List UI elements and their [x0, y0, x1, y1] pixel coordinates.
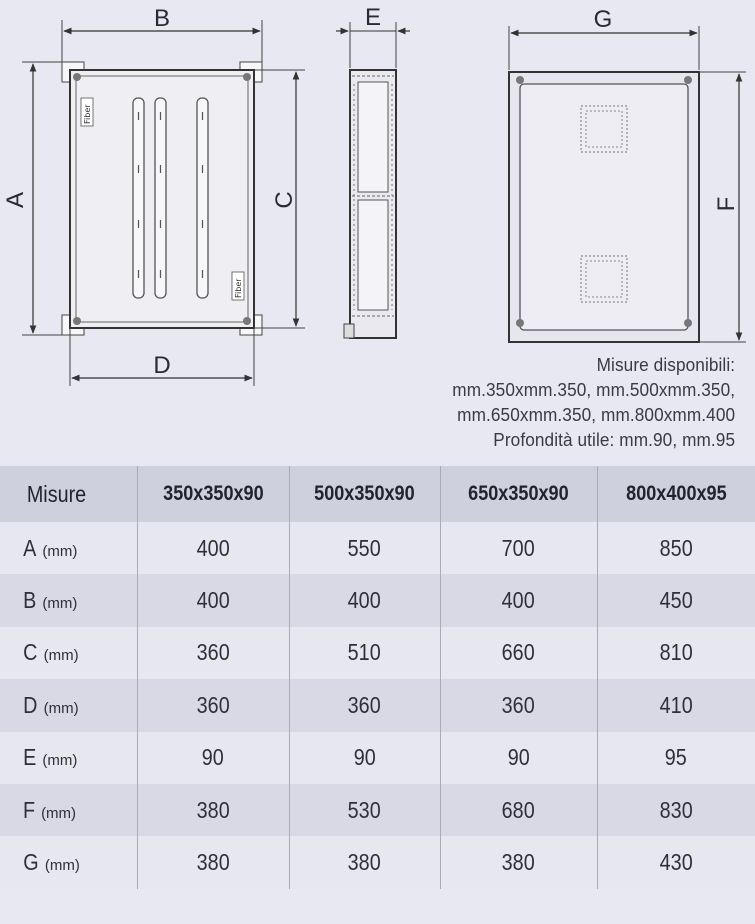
table-row — [0, 679, 755, 731]
row-unit: (mm) — [41, 804, 77, 822]
table-cell — [137, 679, 289, 731]
table-row — [0, 732, 755, 784]
row-letter: G — [23, 849, 39, 876]
table-cell — [597, 732, 755, 784]
cell-value: 410 — [659, 691, 693, 718]
table-cell — [289, 679, 440, 731]
table-cell — [289, 836, 440, 888]
available-sizes-note — [452, 352, 735, 452]
dimensions-table — [0, 466, 755, 889]
cell-value: 360 — [501, 691, 536, 718]
table-row — [0, 784, 755, 836]
label-e: E — [364, 4, 382, 31]
table-row — [0, 522, 755, 574]
cell-value: 380 — [501, 849, 536, 876]
note-line: mm.350xmm.350, mm.500xmm.350, — [452, 379, 735, 400]
row-unit: (mm) — [42, 752, 78, 770]
table-cell — [289, 627, 440, 679]
cell-value: 660 — [501, 639, 536, 666]
cell-value: 530 — [347, 796, 382, 823]
cell-value: 400 — [501, 587, 536, 614]
cover-view-drawing — [509, 72, 699, 342]
label-d: D — [153, 352, 171, 379]
table-cell — [597, 836, 755, 888]
table-cell — [440, 732, 597, 784]
table-cell — [440, 574, 597, 626]
cell-value: 810 — [659, 639, 693, 666]
row-label-cell — [0, 627, 137, 679]
table-row — [0, 574, 755, 626]
dimension-e — [336, 4, 410, 68]
row-label-cell — [0, 836, 137, 888]
column-header: 350x350x90 — [137, 466, 289, 522]
cell-value: 360 — [347, 691, 382, 718]
side-view-drawing — [344, 70, 396, 338]
table-body — [0, 522, 755, 889]
table-header-row — [0, 466, 755, 522]
cell-value: 95 — [665, 744, 688, 771]
row-label-cell — [0, 679, 137, 731]
cell-value: 380 — [196, 849, 230, 876]
cell-value: 700 — [501, 534, 536, 561]
dimension-g — [509, 6, 699, 70]
table-cell — [289, 574, 440, 626]
row-letter: A — [23, 534, 37, 561]
label-b: B — [153, 5, 171, 32]
row-label-cell — [0, 522, 137, 574]
dimension-d — [70, 328, 254, 386]
dimension-a — [2, 62, 62, 335]
cell-value: 90 — [201, 744, 225, 771]
cell-value: 430 — [659, 849, 693, 876]
note-line: mm.650xmm.350, mm.800xmm.400 — [457, 404, 735, 425]
column-header: 800x400x95 — [597, 466, 755, 522]
table-cell — [289, 784, 440, 836]
cell-value: 400 — [196, 534, 230, 561]
label-f: F — [713, 196, 740, 212]
cell-value: 360 — [196, 639, 230, 666]
label-g: G — [593, 6, 613, 33]
label-a: A — [2, 191, 29, 209]
row-unit: (mm) — [44, 857, 80, 875]
table-cell — [597, 522, 755, 574]
column-header: 650x350x90 — [440, 466, 597, 522]
cell-value: 680 — [501, 796, 536, 823]
row-letter: C — [23, 639, 38, 666]
cell-value: 90 — [353, 744, 376, 771]
row-unit: (mm) — [42, 542, 78, 560]
row-letter: F — [22, 796, 36, 823]
table-cell — [137, 836, 289, 888]
row-letter: B — [23, 587, 37, 614]
table-cell — [597, 679, 755, 731]
row-unit: (mm) — [43, 699, 79, 717]
row-unit: (mm) — [43, 647, 79, 665]
row-letter: E — [23, 744, 37, 771]
column-header: 500x350x90 — [289, 466, 440, 522]
column-header: Misure — [0, 466, 137, 522]
row-label-cell — [0, 784, 137, 836]
table-cell — [137, 627, 289, 679]
cell-value: 450 — [659, 587, 693, 614]
cell-value: 830 — [659, 796, 693, 823]
cell-value: 380 — [196, 796, 230, 823]
row-label-cell — [0, 574, 137, 626]
table-row — [0, 836, 755, 888]
note-line: Profondità utile: mm.90, mm.95 — [493, 429, 735, 450]
cell-value: 360 — [196, 691, 230, 718]
table-cell — [597, 784, 755, 836]
cell-value: 510 — [347, 639, 382, 666]
table-cell — [440, 784, 597, 836]
table-cell — [289, 732, 440, 784]
table-cell — [440, 522, 597, 574]
table-cell — [440, 679, 597, 731]
label-c: C — [271, 191, 298, 209]
note-line: Misure disponibili: — [596, 354, 735, 375]
dimension-f — [699, 72, 746, 342]
table-row — [0, 627, 755, 679]
cell-value: 550 — [347, 534, 382, 561]
dimension-b — [62, 5, 262, 62]
svg-text:Fiber: Fiber — [83, 104, 92, 124]
dimension-c — [254, 70, 305, 328]
cell-value: 400 — [196, 587, 230, 614]
table-cell — [440, 627, 597, 679]
cell-value: 850 — [659, 534, 693, 561]
cell-value: 380 — [347, 849, 382, 876]
table-cell — [137, 784, 289, 836]
table-cell — [137, 732, 289, 784]
row-letter: D — [23, 691, 38, 718]
cell-value: 90 — [507, 744, 530, 771]
row-unit: (mm) — [42, 595, 78, 613]
table-cell — [137, 574, 289, 626]
svg-text:Fiber: Fiber — [234, 278, 243, 298]
table-cell — [440, 836, 597, 888]
row-label-cell — [0, 732, 137, 784]
cell-value: 400 — [347, 587, 382, 614]
table-cell — [597, 574, 755, 626]
front-view-drawing — [62, 62, 262, 335]
table-cell — [137, 522, 289, 574]
table-cell — [597, 627, 755, 679]
table-cell — [289, 522, 440, 574]
